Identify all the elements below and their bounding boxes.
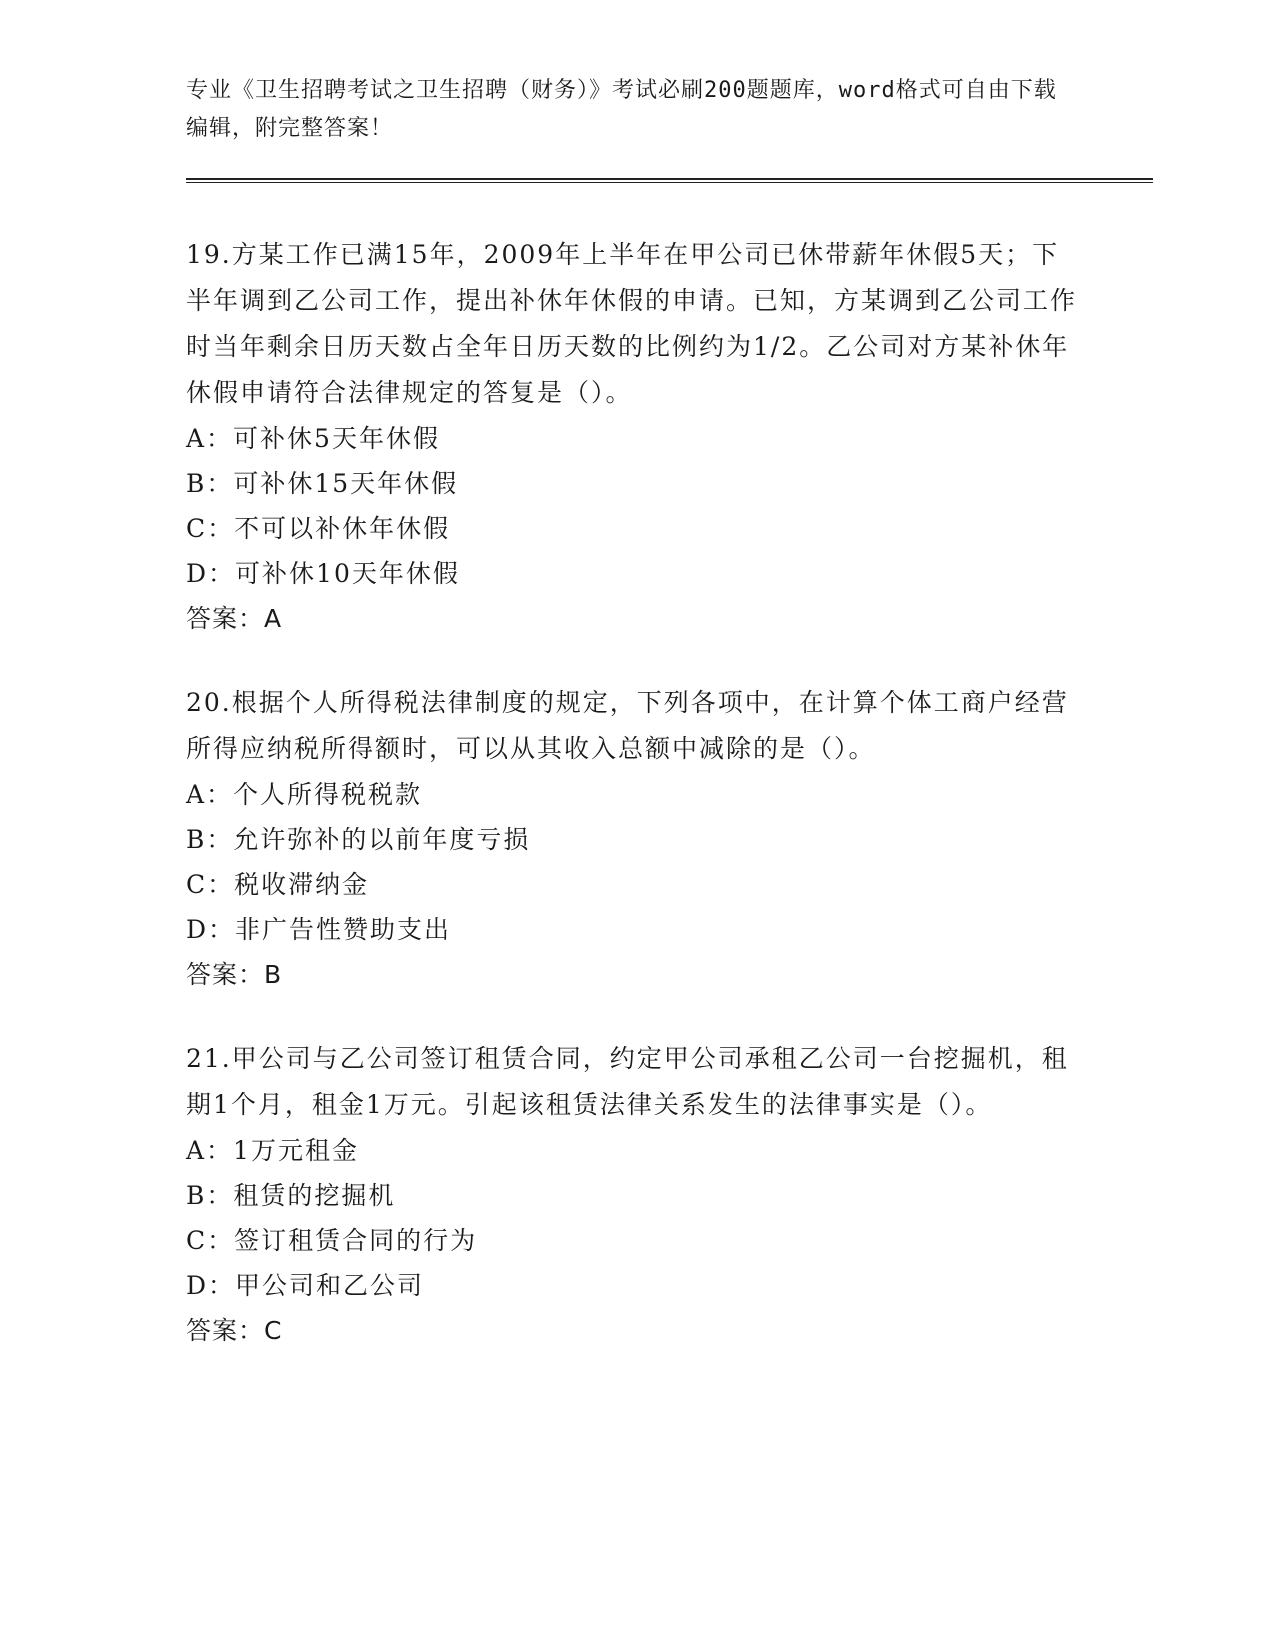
question-stem: 19.方某工作已满15年，2009年上半年在甲公司已休带薪年休假5天；下半年调到乙公司工作，提出补休年休假的申请。已知，方某调到乙公司工作时当年剩余日历天数占全年日历天数的比例约为1/2。乙公司对方某补休年休假申请符合法律规定的答复是（）。 — [186, 240, 1078, 407]
option-d: D：非广告性赞助支出 — [186, 915, 452, 944]
option-list — [186, 772, 1086, 952]
option-a: A：1万元租金 — [186, 1136, 359, 1165]
option-d: D：甲公司和乙公司 — [186, 1271, 425, 1300]
option-a: A：可补休5天年休假 — [186, 424, 440, 453]
document-header: 专业《卫生招聘考试之卫生招聘（财务）》考试必刷200题题库，word格式可自由下载编辑，附完整答案！ — [186, 78, 1057, 141]
question-19 — [186, 232, 1086, 642]
option-d: D：可补休10天年休假 — [186, 559, 460, 588]
header-divider — [186, 178, 1153, 183]
option-list — [186, 416, 1086, 596]
question-list — [186, 232, 1086, 1392]
option-c: C：税收滞纳金 — [186, 870, 370, 899]
option-c: C：签订租赁合同的行为 — [186, 1226, 478, 1255]
answer-line: 答案：C — [186, 1316, 283, 1345]
question-stem: 20.根据个人所得税法律制度的规定，下列各项中，在计算个体工商户经营所得应纳税所得额时，可以从其收入总额中减除的是（）。 — [186, 688, 1069, 763]
option-a: A：个人所得税税款 — [186, 780, 423, 809]
question-20 — [186, 680, 1086, 998]
option-b: B：可补休15天年休假 — [186, 469, 459, 498]
question-stem: 21.甲公司与乙公司签订租赁合同，约定甲公司承租乙公司一台挖掘机，租期1个月，租金1万元。引起该租赁法律关系发生的法律事实是（）。 — [186, 1044, 1069, 1119]
answer-line: 答案：B — [186, 960, 283, 989]
option-list — [186, 1128, 1086, 1308]
option-c: C：不可以补休年休假 — [186, 514, 451, 543]
question-21 — [186, 1036, 1086, 1354]
option-b: B：租赁的挖掘机 — [186, 1181, 396, 1210]
option-b: B：允许弥补的以前年度亏损 — [186, 825, 531, 854]
answer-line: 答案：A — [186, 604, 283, 633]
